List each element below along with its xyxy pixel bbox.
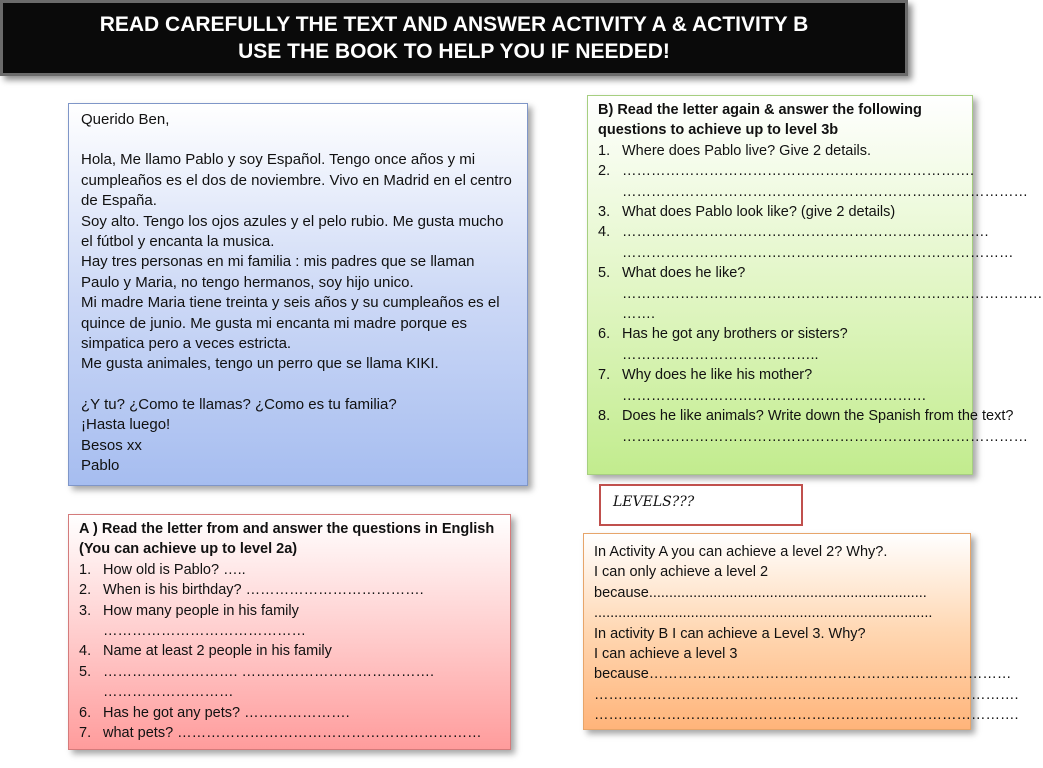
list-item <box>598 365 962 406</box>
answer-line: ………………………. …………………………………. ……………………… <box>103 663 435 701</box>
list-item <box>598 141 962 161</box>
item-number: 2. <box>79 582 92 599</box>
item-number: 8. <box>598 408 611 425</box>
title-line-2: USE THE BOOK TO HELP YOU IF NEEDED! <box>238 40 670 63</box>
list-item <box>598 222 1014 263</box>
answer-line: because..................................................................... <box>594 584 927 601</box>
list-item <box>598 324 962 365</box>
activity-b-box <box>587 95 1043 475</box>
item-text: What does he like? …………………………………………………………………………… ……. <box>622 265 1043 323</box>
answer-line: .................................................................................... <box>594 605 933 622</box>
activity-a-list <box>79 560 500 744</box>
letter-paragraph: Mi madre Maria tiene treinta y seis años y su cumpleaños es el quince de junio. Me gusta mi encanta mi madre porque es simpatica pero a veces estricta. <box>81 294 500 353</box>
list-item <box>79 580 500 600</box>
item-text: When is his birthday? ………………………………. <box>103 582 424 599</box>
activity-a-heading: A ) Read the letter from and answer the questions in English <box>79 521 495 537</box>
list-item <box>598 202 962 222</box>
item-number: 3. <box>598 204 611 221</box>
list-item <box>598 263 1043 324</box>
item-number: 3. <box>79 602 92 619</box>
activity-b-list <box>598 141 1043 447</box>
explanation-line: I can achieve a level 3 <box>594 646 738 663</box>
item-number: 2. <box>598 163 611 180</box>
title-line-1: READ CAREFULLY THE TEXT AND ANSWER ACTIVITY A & ACTIVITY B <box>99 13 809 36</box>
letter-paragraph: Hay tres personas en mi familia : mis padres que se llaman Paulo y Maria, no tengo hermanos, soy hijo unico. <box>81 253 475 291</box>
letter-greeting: Querido Ben, <box>81 111 170 128</box>
item-text: Has he got any brothers or sisters? ………………………………….. <box>622 326 848 363</box>
item-text: Where does Pablo live? Give 2 details. <box>622 142 872 159</box>
item-number: 1. <box>598 142 611 159</box>
item-text: Has he got any pets? …………………. <box>103 704 350 721</box>
list-item <box>79 723 500 743</box>
list-item <box>79 601 500 642</box>
item-number: 7. <box>79 725 92 742</box>
item-number: 1. <box>79 561 92 578</box>
item-text: Does he like animals? Write down the Spanish from the text? ………………………………………………………………………… <box>622 408 1028 445</box>
item-text: How old is Pablo? ….. <box>103 561 246 578</box>
list-item <box>79 641 500 661</box>
list-item <box>79 662 500 703</box>
explanation-line: In activity B I can achieve a Level 3. Why? <box>594 625 866 642</box>
letter-signature: Pablo <box>81 457 120 475</box>
item-number: 5. <box>598 265 611 282</box>
levels-explanation-box <box>583 533 1019 730</box>
letter-closing: ¿Y tu? ¿Como te llamas? ¿Como es tu familia? <box>81 395 397 413</box>
explanation-line: I can only achieve a level 2 <box>594 564 769 581</box>
activity-b-heading: B) Read the letter again & answer the following questions to achieve up to level 3b <box>598 102 922 139</box>
item-number: 5. <box>79 663 92 680</box>
letter-paragraph: Me gusta animales, tengo un perro que se llama KIKI. <box>81 355 439 373</box>
list-item <box>598 406 1028 447</box>
activity-a-subheading: (You can achieve up to level 2a) <box>79 541 298 558</box>
letter-paragraph: Hola, Me llamo Pablo y soy Español. Tengo once años y mi cumpleaños es el dos de noviembre. Vivo en Madrid en el centro de España. <box>81 151 512 210</box>
item-text: what pets? ……………………………………………………… <box>103 725 482 742</box>
list-item <box>79 703 500 723</box>
item-text: Why does he like his mother? ……………………………………………………… <box>622 367 927 404</box>
letter-paragraph: Soy alto. Tengo los ojos azules y el pelo rubio. Me gusta mucho el fútbol y encanta la musica. <box>81 212 504 251</box>
answer-line: ………………………………………………………………. ………………………………………………………………………… <box>622 163 1028 200</box>
item-number: 4. <box>598 224 611 241</box>
letter-closing: ¡Hasta luego! <box>81 416 171 434</box>
answer-line: …………………………………………………………………. ……………………………………………………………………… <box>622 224 1014 261</box>
title-banner <box>0 0 908 76</box>
levels-label: LEVELS??? <box>599 484 803 526</box>
item-text: What does Pablo look like? (give 2 details) <box>622 204 896 221</box>
answer-line: ……………………………………………………………………………. <box>594 707 1019 724</box>
item-text: Name at least 2 people in his family <box>103 643 332 660</box>
item-number: 6. <box>598 326 611 343</box>
list-item <box>79 560 500 580</box>
item-number: 7. <box>598 367 611 384</box>
item-text: How many people in his family …………………………………… <box>103 602 306 640</box>
explanation-line: In Activity A you can achieve a level 2? Why?. <box>594 544 888 560</box>
letter-box <box>68 103 528 486</box>
item-number: 6. <box>79 704 92 721</box>
item-number: 4. <box>79 643 92 660</box>
activity-a-box <box>68 514 511 750</box>
letter-closing: Besos xx <box>81 436 142 454</box>
answer-line: ……………………………………………………………………………. <box>594 686 1019 703</box>
list-item <box>598 161 1028 202</box>
answer-line: because………………………………………………………………… <box>594 666 1012 683</box>
